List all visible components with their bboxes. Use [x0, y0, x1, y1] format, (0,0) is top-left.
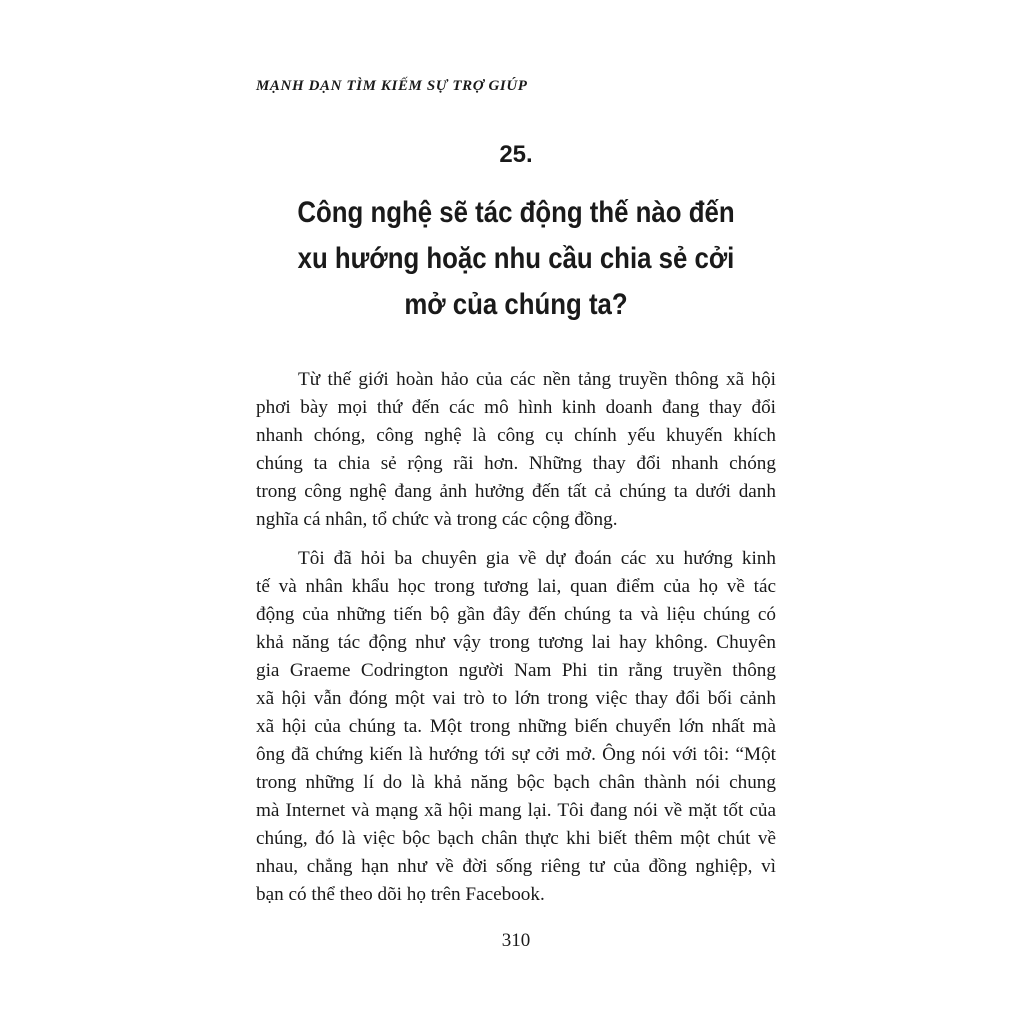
page-number: 310	[501, 930, 531, 951]
chapter-number: 25.	[499, 141, 533, 168]
text-line: phơi bày mọi thứ đến các mô hình kinh doanh đang thay đổi	[256, 397, 776, 418]
chapter-title	[267, 190, 766, 328]
chapter-title-line: mở của chúng ta?	[404, 288, 628, 321]
text-line: nhanh chóng, công nghệ là công cụ chính yếu khuyến khích	[256, 425, 776, 446]
text-line: chúng, đó là việc bộc bạch chân thực khi biết thêm một chút về	[256, 828, 776, 849]
text-line: ông đã chứng kiến là hướng tới sự cởi mở. Ông nói với tôi: “Một	[256, 744, 776, 765]
text-line: tế và nhân khẩu học trong tương lai, quan điểm của họ về tác	[256, 576, 776, 597]
body-text	[256, 366, 776, 909]
text-line: gia Graeme Codrington người Nam Phi tin rằng truyền thông	[256, 660, 776, 681]
text-line: trong những lí do là khả năng bộc bạch chân thành nói chung	[256, 772, 776, 793]
text-line: Từ thế giới hoàn hảo của các nền tảng truyền thông xã hội	[298, 369, 776, 390]
chapter-title-line: Công nghệ sẽ tác động thế nào đến	[297, 196, 735, 229]
text-line: nghĩa cá nhân, tổ chức và trong các cộng đồng.	[256, 509, 618, 530]
text-line: xã hội vẫn đóng một vai trò to lớn trong việc thay đổi bối cảnh	[256, 688, 776, 709]
paragraph	[256, 366, 776, 534]
text-line: chúng ta chia sẻ rộng rãi hơn. Những thay đổi nhanh chóng	[256, 453, 776, 474]
text-line: mà Internet và mạng xã hội mang lại. Tôi đang nói về mặt tốt của	[256, 800, 776, 821]
text-line: xã hội của chúng ta. Một trong những biến chuyển lớn nhất mà	[256, 716, 776, 737]
paragraph	[256, 545, 776, 909]
text-line: trong công nghệ đang ảnh hưởng đến tất cả chúng ta dưới danh	[256, 481, 776, 502]
chapter-title-line: xu hướng hoặc nhu cầu chia sẻ cởi	[297, 242, 735, 275]
text-line: nhau, chẳng hạn như về đời sống riêng tư của đồng nghiệp, vì	[256, 856, 776, 877]
text-line: động của những tiến bộ gần đây đến chúng ta và liệu chúng có	[256, 604, 776, 625]
text-line: Tôi đã hỏi ba chuyên gia về dự đoán các xu hướng kinh	[298, 548, 776, 569]
text-line: khả năng tác động như vậy trong tương lai hay không. Chuyên	[256, 632, 776, 653]
running-head: MẠNH DẠN TÌM KIẾM SỰ TRỢ GIÚP	[256, 78, 528, 94]
text-line: bạn có thể theo dõi họ trên Facebook.	[256, 884, 545, 905]
